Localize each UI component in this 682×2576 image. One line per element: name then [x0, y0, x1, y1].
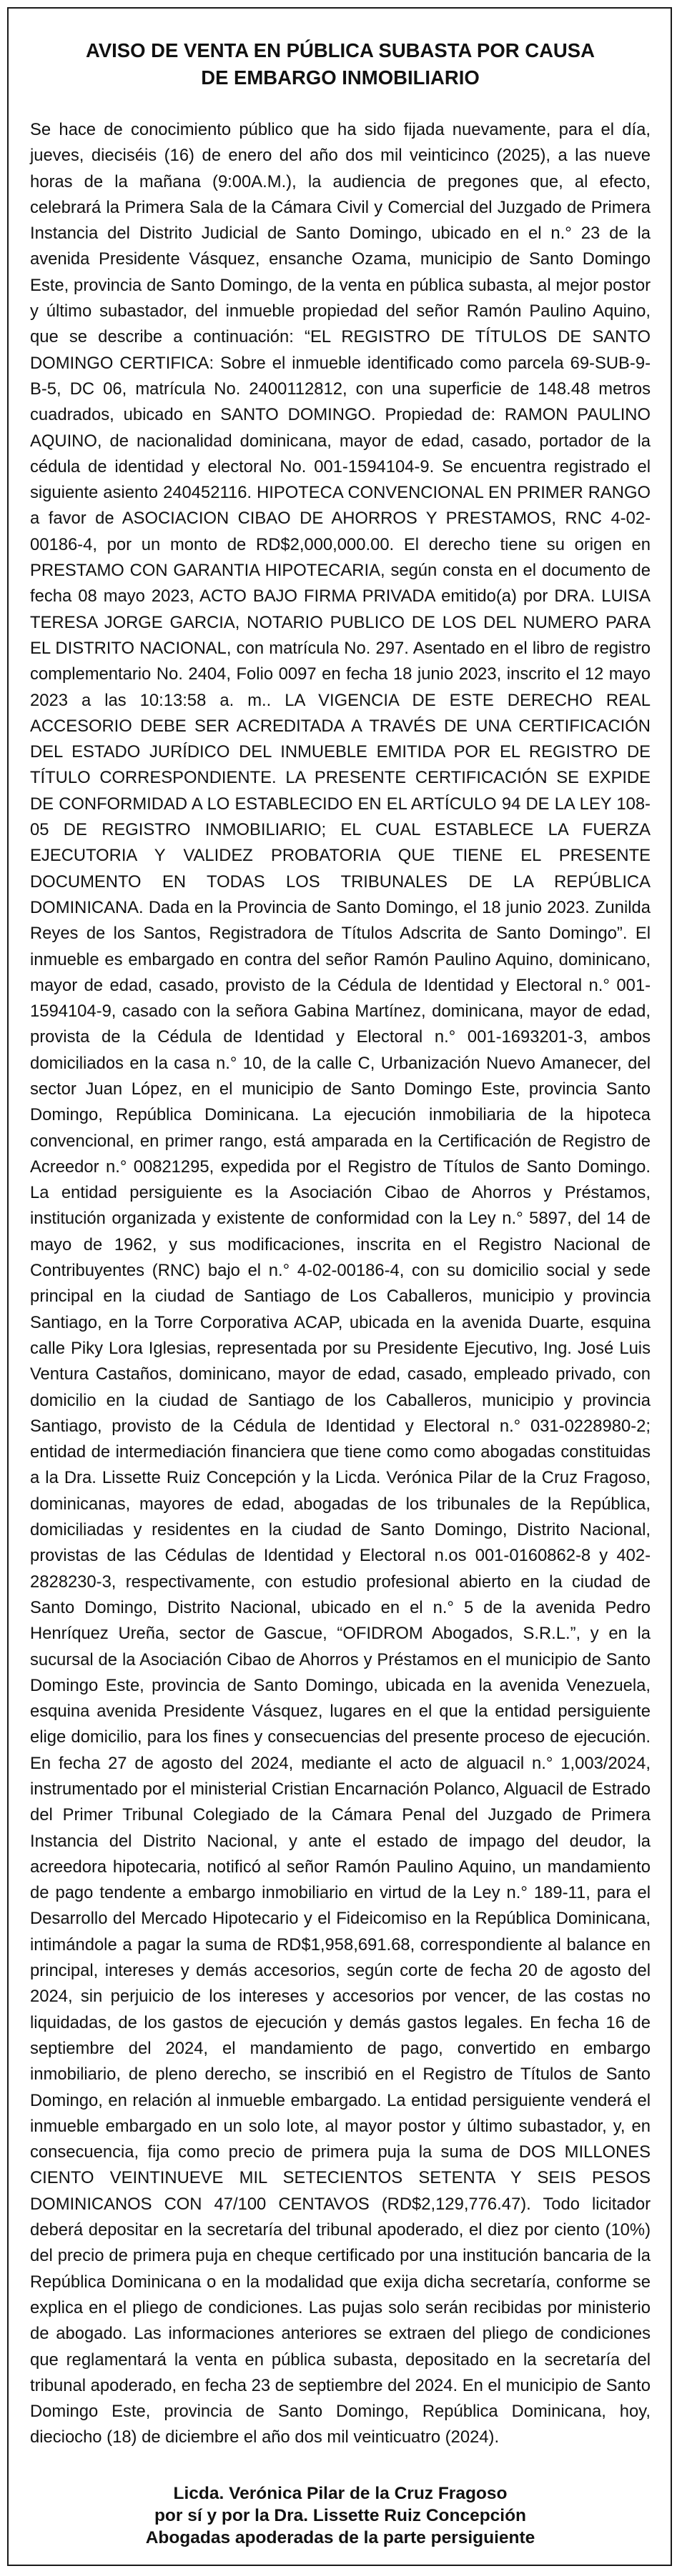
signature-line-3: Abogadas apoderadas de la parte persiguiente [145, 2527, 535, 2547]
legal-notice [7, 7, 672, 2566]
signature-block [30, 2482, 651, 2549]
signature-line-2: por sí y por la Dra. Lissette Ruiz Concepción [154, 2505, 527, 2525]
notice-title [30, 37, 651, 91]
notice-title-line-2: DE EMBARGO INMOBILIARIO [201, 66, 480, 89]
notice-title-line-1: AVISO DE VENTA EN PÚBLICA SUBASTA POR CAUSA [86, 39, 595, 61]
signature-line-1: Licda. Verónica Pilar de la Cruz Fragoso [173, 2483, 508, 2503]
notice-body: Se hace de conocimiento público que ha sido fijada nuevamente, para el día, jueves, dieciséis (16) de enero del año dos mil veinticinco (2025), a las nueve horas de la mañana (9:00A.M.), la audiencia de pregones que, al efecto, celebrará la Primera Sala de la Cámara Civil y Comercial del Juzgado de Primera Instancia del Distrito Judicial de Santo Domingo, ubicado en el n.° 23 de la avenida Presidente Vásquez, ensanche Ozama, municipio de Santo Domingo Este, provincia de Santo Domingo, de la venta en pública subasta, al mejor postor y último subastador, del inmueble propiedad del señor Ramón Paulino Aquino, que se describe a continuación: “EL REGISTRO DE TÍTULOS DE SANTO DOMINGO CERTIFICA: Sobre el inmueble identificado como parcela 69-SUB-9-B-5, DC 06, matrícula No. 2400112812, con una superficie de 148.48 metros cuadrados, ubicado en SANTO DOMINGO. Propiedad de: RAMON PAULINO AQUINO, de nacionalidad dominicana, mayor de edad, casado, portador de la cédula de identidad y electoral No. 001-1594104-9. Se encuentra registrado el siguiente asiento 240452116. HIPOTECA CONVENCIONAL EN PRIMER RANGO a favor de ASOCIACION CIBAO DE AHORROS Y PRESTAMOS, RNC 4-02-00186-4, por un monto de RD$2,000,000.00. El derecho tiene su origen en PRESTAMO CON GARANTIA HIPOTECARIA, según consta en el documento de fecha 08 mayo 2023, ACTO BAJO FIRMA PRIVADA emitido(a) por DRA. LUISA TERESA JORGE GARCIA, NOTARIO PUBLICO DE LOS DEL NUMERO PARA EL DISTRITO NACIONAL, con matrícula No. 297. Asentado en el libro de registro complementario No. 2404, Folio 0097 en fecha 18 junio 2023, inscrito el 12 mayo 2023 a las 10:13:58 a. m.. LA VIGENCIA DE ESTE DERECHO REAL ACCESORIO DEBE SER ACREDITADA A TRAVÉS DE UNA CERTIFICACIÓN DEL ESTADO JURÍDICO DEL INMUEBLE EMITIDA POR EL REGISTRO DE TÍTULO CORRESPONDIENTE. LA PRESENTE CERTIFICACIÓN SE EXPIDE DE CONFORMIDAD A LO ESTABLECIDO EN EL ARTÍCULO 94 DE LA LEY 108-05 DE REGISTRO INMOBILIARIO; EL CUAL ESTABLECE LA FUERZA EJECUTORIA Y VALIDEZ PROBATORIA QUE TIENE EL PRESENTE DOCUMENTO EN TODAS LOS TRIBUNALES DE LA REPÚBLICA DOMINICANA. Dada en la Provincia de Santo Domingo, el 18 junio 2023. Zunilda Reyes de los Santos, Registradora de Títulos Adscrita de Santo Domingo”. El inmueble es embargado en contra del señor Ramón Paulino Aquino, dominicano, mayor de edad, casado, provisto de la Cédula de Identidad y Electoral n.° 001-1594104-9, casado con la señora Gabina Martínez, dominicana, mayor de edad, provista de la Cédula de Identidad y Electoral n.° 001-1693201-3, ambos domiciliados en la casa n.° 10, de la calle C, Urbanización Nuevo Amanecer, del sector Juan López, en el municipio de Santo Domingo Este, provincia Santo Domingo, República Dominicana. La ejecución inmobiliaria de la hipoteca convencional, en primer rango, está amparada en la Certificación de Registro de Acreedor n.° 00821295, expedida por el Registro de Títulos de Santo Domingo. La entidad persiguiente es la Asociación Cibao de Ahorros y Préstamos, institución organizada y existente de conformidad con la Ley n.° 5897, del 14 de mayo de 1962, y sus modificaciones, inscrita en el Registro Nacional de Contribuyentes (RNC) bajo el n.° 4-02-00186-4, con su domicilio social y sede principal en la ciudad de Santiago de Los Caballeros, municipio y provincia Santiago, en la Torre Corporativa ACAP, ubicada en la avenida Duarte, esquina calle Piky Lora Iglesias, representada por su Presidente Ejecutivo, Ing. José Luis Ventura Castaños, dominicano, mayor de edad, casado, empleado privado, con domicilio en la ciudad de Santiago de los Caballeros, municipio y provincia Santiago, provisto de la Cédula de Identidad y Electoral n.° 031-0228980-2; entidad de intermediación financiera que tiene como como abogadas constituidas a la Dra. Lissette Ruiz Concepción y la Licda. Verónica Pilar de la Cruz Fragoso, dominicanas, mayores de edad, abogadas de los tribunales de la República, domiciliadas y residentes en la ciudad de Santo Domingo, Distrito Nacional, provistas de las Cédulas de Identidad y Electoral n.os 001-0160862-8 y 402-2828230-3, respectivamente, con estudio profesional abierto en la ciudad de Santo Domingo, Distrito Nacional, ubicado en el n.° 5 de la avenida Pedro Henríquez Ureña, sector de Gascue, “OFIDROM Abogados, S.R.L.”, y en la sucursal de la Asociación Cibao de Ahorros y Préstamos en el municipio de Santo Domingo Este, provincia de Santo Domingo, ubicada en la avenida Venezuela, esquina avenida Presidente Vásquez, lugares en el que la entidad persiguiente elige domicilio, para los fines y consecuencias del presente proceso de ejecución. En fecha 27 de agosto del 2024, mediante el acto de alguacil n.° 1,003/2024, instrumentado por el ministerial Cristian Encarnación Polanco, Alguacil de Estrado del Primer Tribunal Colegiado de la Cámara Penal del Juzgado de Primera Instancia del Distrito Nacional, y ante el estado de impago del deudor, la acreedora hipotecaria, notificó al señor Ramón Paulino Aquino, un mandamiento de pago tendente a embargo inmobiliario en virtud de la Ley n.° 189-11, para el Desarrollo del Mercado Hipotecario y el Fideicomiso en la República Dominicana, intimándole a pagar la suma de RD$1,958,691.68, correspondiente al balance en principal, intereses y demás accesorios, según corte de fecha 20 de agosto del 2024, sin perjuicio de los intereses y accesorios por vencer, de las costas no liquidadas, de los gastos de ejecución y demás gastos legales. En fecha 16 de septiembre del 2024, el mandamiento de pago, convertido en embargo inmobiliario, de pleno derecho, se inscribió en el Registro de Títulos de Santo Domingo, en relación al inmueble embargado. La entidad persiguiente venderá el inmueble embargado en un solo lote, al mayor postor y último subastador, y, en consecuencia, fija como precio de primera puja la suma de DOS MILLONES CIENTO VEINTINUEVE MIL SETECIENTOS SETENTA Y SEIS PESOS DOMINICANOS CON 47/100 CENTAVOS (RD$2,129,776.47). Todo licitador deberá depositar en la secretaría del tribunal apoderado, el diez por ciento (10%) del precio de primera puja en cheque certificado por una institución bancaria de la República Dominicana o en la modalidad que exija dicha secretaría, conforme se explica en el pliego de condiciones. Las pujas solo serán recibidas por ministerio de abogado. Las informaciones anteriores se extraen del pliego de condiciones que reglamentará la venta en pública subasta, depositado en la secretaría del tribunal apoderado, en fecha 23 de septiembre del 2024. En el municipio de Santo Domingo Este, provincia de Santo Domingo, República Dominicana, hoy, dieciocho (18) de diciembre el año dos mil veinticuatro (2024). [30, 120, 651, 2447]
